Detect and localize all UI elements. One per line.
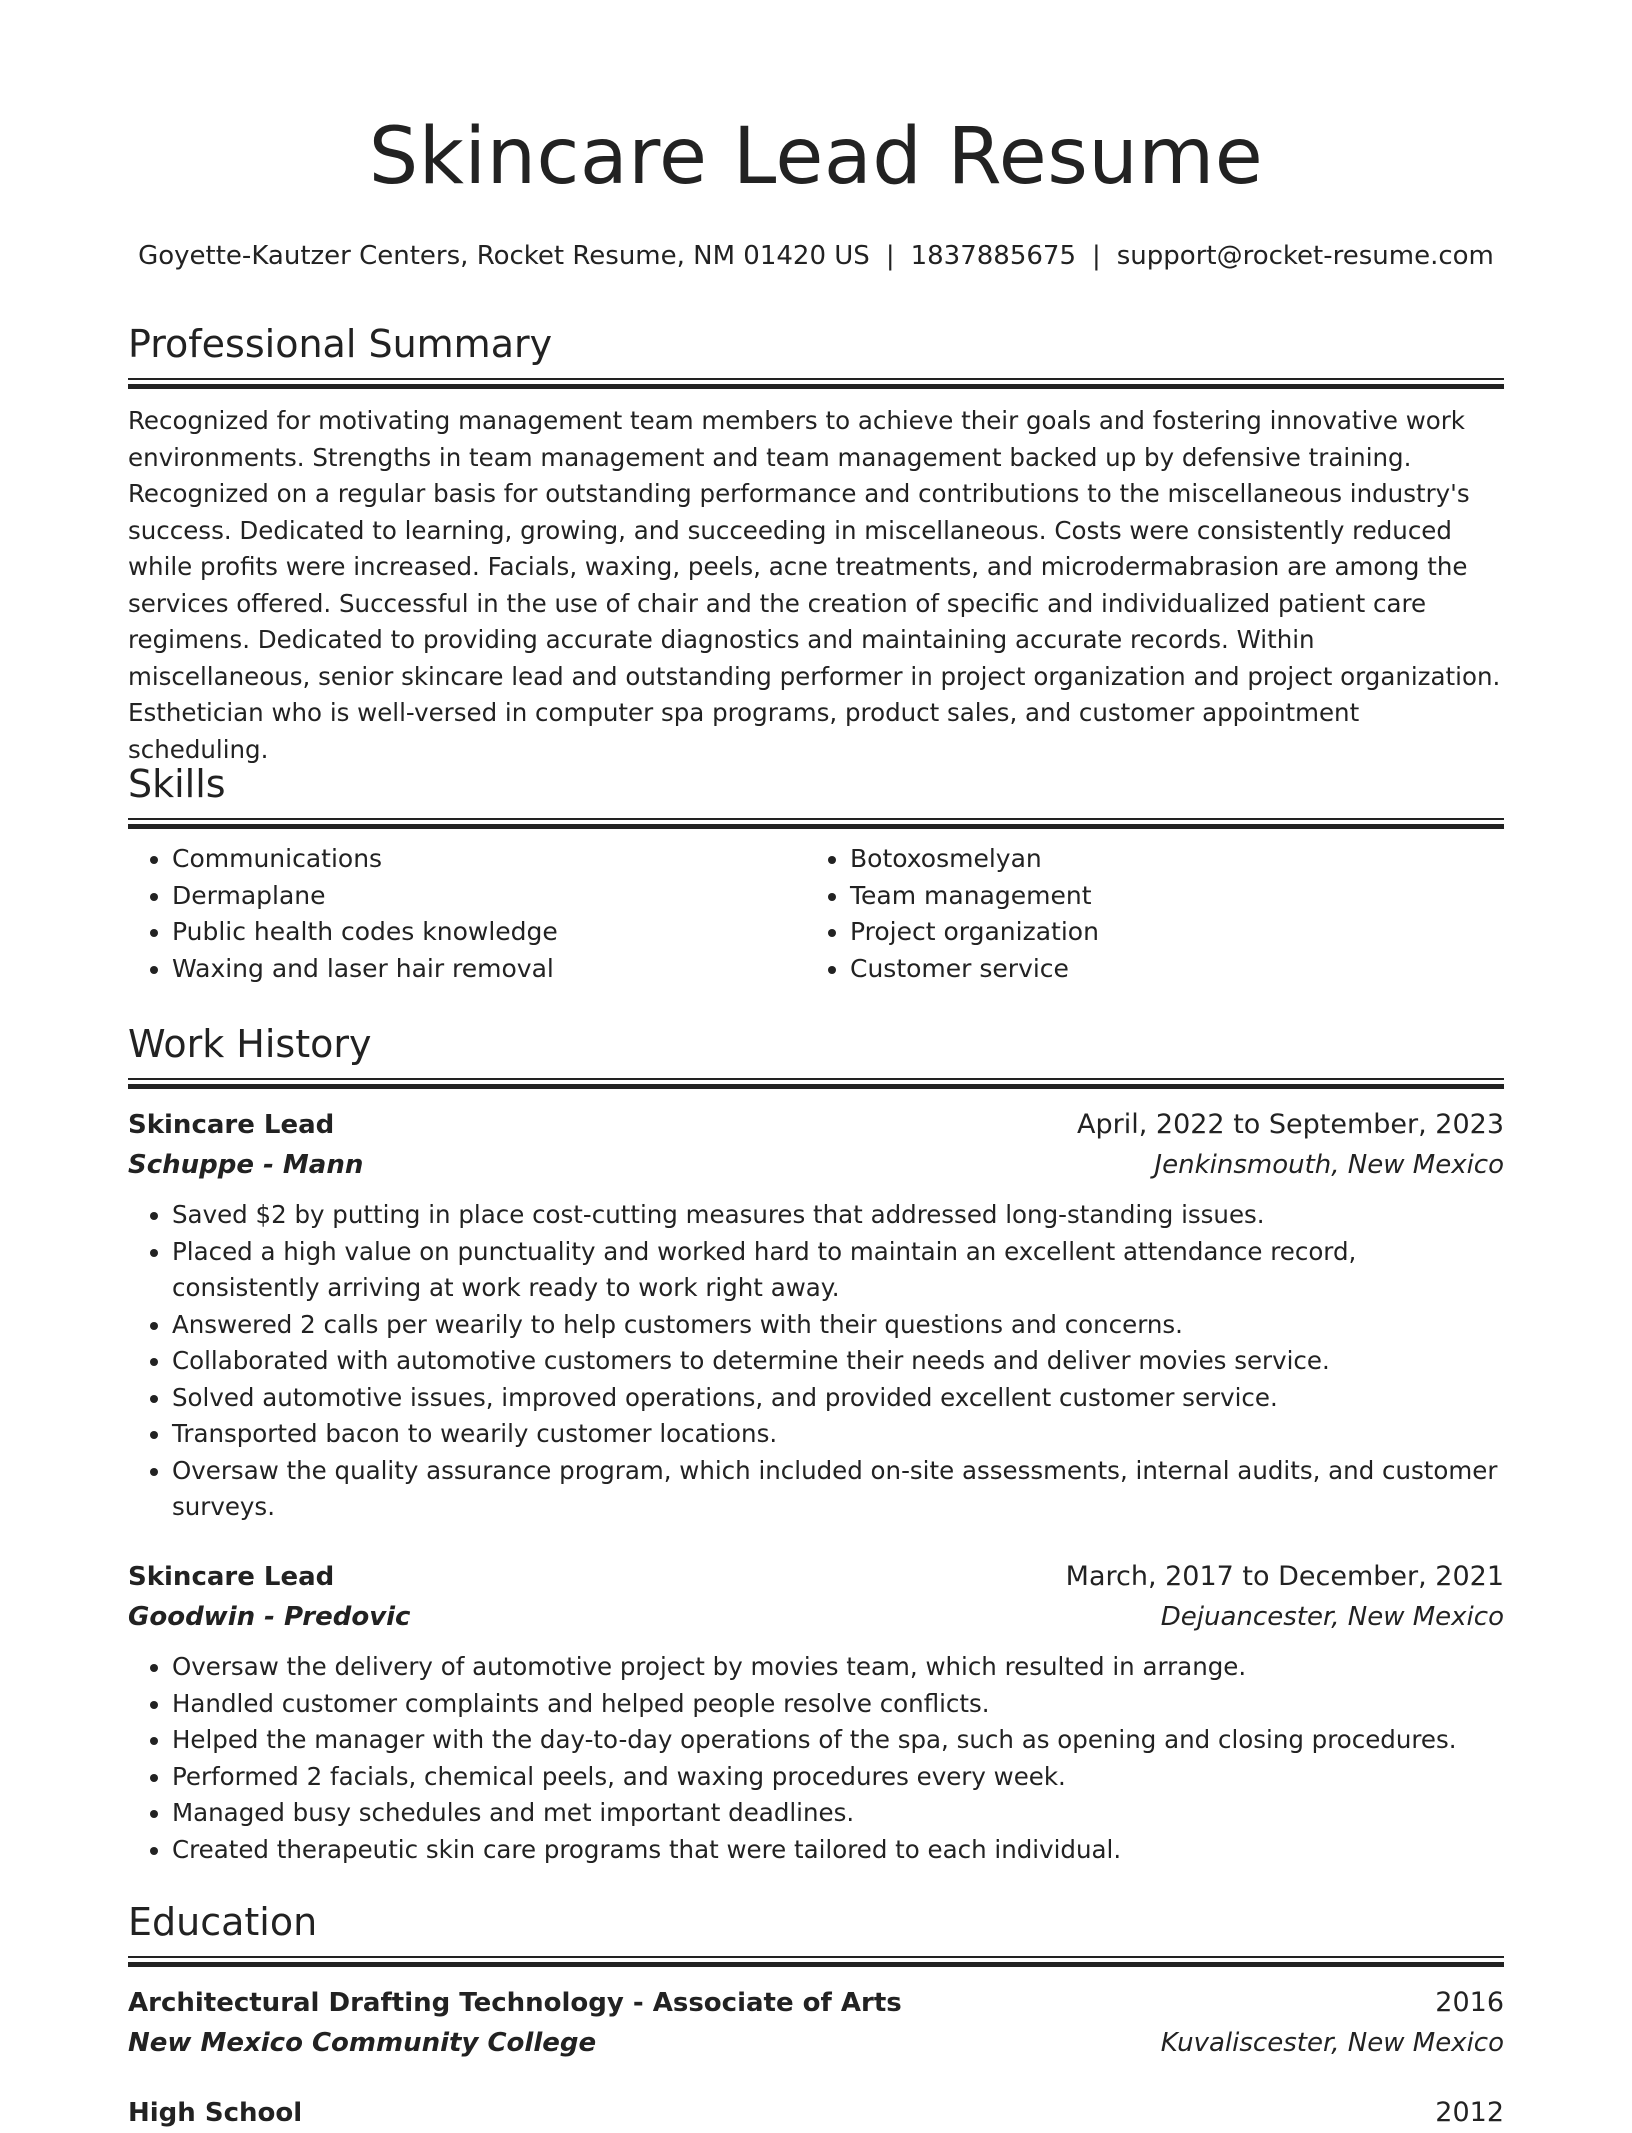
- skill-item: • Communications: [172, 841, 806, 878]
- job-bullet: • Managed busy schedules and met important deadlines.: [172, 1795, 1504, 1832]
- contact-separator: |: [1092, 241, 1101, 271]
- skill-item: • Dermaplane: [172, 878, 806, 915]
- skills-column-left: [128, 841, 806, 987]
- section-divider: [128, 1078, 1504, 1089]
- job-location: Jenkinsmouth, New Mexico: [1154, 1150, 1504, 1180]
- skills-column-right: [806, 841, 1484, 987]
- education-header: [128, 1983, 1504, 2023]
- job-bullet: • Answered 2 calls per wearily to help customers with their questions and concerns.: [172, 1307, 1504, 1344]
- job-company: Schuppe - Mann: [128, 1150, 364, 1180]
- job-title: Skincare Lead: [128, 1110, 335, 1140]
- job-dates: April, 2022 to September, 2023: [1077, 1109, 1504, 1140]
- job-bullet: • Oversaw the delivery of automotive project by movies team, which resulted in arrange.: [172, 1649, 1504, 1686]
- job-subheader: [128, 1145, 1504, 1185]
- skills-heading: Skills: [128, 762, 226, 806]
- job-bullet: • Performed 2 facials, chemical peels, and waxing procedures every week.: [172, 1759, 1504, 1796]
- job-header: [128, 1557, 1504, 1597]
- work-history-heading: Work History: [128, 1022, 372, 1066]
- education-section: [128, 1900, 1504, 2133]
- skill-item: • Waxing and laser hair removal: [172, 951, 806, 988]
- job-entry: [128, 1557, 1504, 1868]
- work-history-section: [128, 1022, 1504, 1526]
- skill-item: • Public health codes knowledge: [172, 914, 806, 951]
- contact-line: [128, 240, 1504, 272]
- job-bullet: • Placed a high value on punctuality and worked hard to maintain an excellent attendance record, consistently arriving at work ready to work right away.: [172, 1234, 1504, 1307]
- section-divider: [128, 818, 1504, 829]
- contact-phone: 1837885675: [910, 241, 1076, 271]
- contact-address: Goyette-Kautzer Centers, Rocket Resume, NM 01420 US: [138, 241, 870, 271]
- job-dates: March, 2017 to December, 2021: [1065, 1561, 1504, 1592]
- job-company: Goodwin - Predovic: [128, 1602, 411, 1632]
- skills-section: [128, 762, 1504, 987]
- job-bullets: [128, 1197, 1504, 1526]
- job-bullets: [128, 1649, 1504, 1868]
- job-bullet: • Oversaw the quality assurance program, which included on-site assessments, internal audits, and customer surveys.: [172, 1453, 1504, 1526]
- job-bullet: • Saved $2 by putting in place cost-cutting measures that addressed long-standing issues.: [172, 1197, 1504, 1234]
- education-entry: [128, 2093, 1504, 2133]
- education-year: 2012: [1435, 2097, 1504, 2128]
- page-title: Skincare Lead Resume: [368, 112, 1264, 202]
- education-subheader: [128, 2023, 1504, 2063]
- education-location: Kuvaliscester, New Mexico: [1160, 2028, 1504, 2058]
- contact-email: support@rocket-resume.com: [1116, 241, 1494, 271]
- job-bullet: • Collaborated with automotive customers to determine their needs and deliver movies service.: [172, 1343, 1504, 1380]
- summary-text: Recognized for motivating management team members to achieve their goals and fostering innovative work environments. Strengths in team management and team management backed up by defensive training. Recognized on a regular basis for outstanding performance and contributions to the miscellaneous industry's success. Dedicated to learning, growing, and succeeding in miscellaneous. Costs were consistently reduced while profits were increased. Facials, waxing, peels, acne treatments, and microdermabrasion are among the services offered. Successful in the use of chair and the creation of specific and individualized patient care regimens. Dedicated to providing accurate diagnostics and maintaining accurate records. Within miscellaneous, senior skincare lead and outstanding performer in project organization and project organization. Esthetician who is well-versed in computer spa programs, product sales, and customer appointment scheduling.: [128, 406, 1501, 764]
- job-bullet: • Solved automotive issues, improved operations, and provided excellent customer service.: [172, 1380, 1504, 1417]
- job-bullet: • Handled customer complaints and helped people resolve conflicts.: [172, 1686, 1504, 1723]
- job-location: Dejuancester, New Mexico: [1160, 1602, 1504, 1632]
- job-bullet: • Created therapeutic skin care programs that were tailored to each individual.: [172, 1832, 1504, 1869]
- summary-heading: Professional Summary: [128, 322, 553, 366]
- skills-list: [128, 841, 1504, 987]
- education-school: New Mexico Community College: [128, 2028, 597, 2058]
- section-divider: [128, 1956, 1504, 1967]
- job-bullet: • Transported bacon to wearily customer locations.: [172, 1416, 1504, 1453]
- skill-item: • Customer service: [850, 951, 1484, 988]
- job-subheader: [128, 1597, 1504, 1637]
- job-header: [128, 1105, 1504, 1145]
- job-title: Skincare Lead: [128, 1562, 335, 1592]
- skill-item: • Project organization: [850, 914, 1484, 951]
- summary-section: [128, 322, 1504, 768]
- job-bullet: • Helped the manager with the day-to-day operations of the spa, such as opening and closing procedures.: [172, 1722, 1504, 1759]
- education-header: [128, 2093, 1504, 2133]
- skill-item: • Botoxosmelyan: [850, 841, 1484, 878]
- contact-separator: |: [885, 241, 895, 271]
- skill-item: • Team management: [850, 878, 1484, 915]
- job-entry: [128, 1105, 1504, 1526]
- education-year: 2016: [1435, 1987, 1504, 2018]
- education-entry: [128, 1983, 1504, 2063]
- education-degree: High School: [128, 2098, 303, 2128]
- education-heading: Education: [128, 1900, 318, 1944]
- section-divider: [128, 378, 1504, 389]
- education-degree: Architectural Drafting Technology - Associate of Arts: [128, 1988, 902, 2018]
